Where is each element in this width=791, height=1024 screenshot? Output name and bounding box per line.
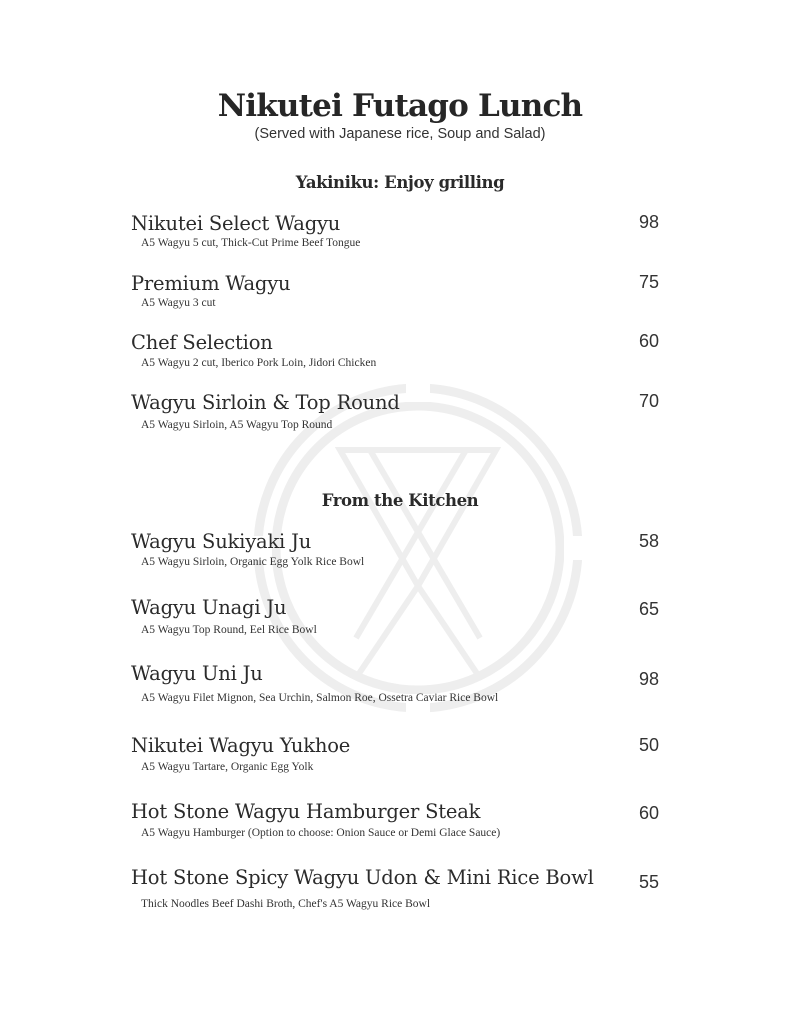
item-description: A5 Wagyu Top Round, Eel Rice Bowl [141, 624, 317, 636]
item-price: 75 [639, 272, 660, 292]
item-name: Wagyu Sirloin & Top Round [131, 391, 400, 414]
section-heading-kitchen: From the Kitchen [321, 491, 479, 510]
menu-subtitle: (Served with Japanese rice, Soup and Salad) [254, 126, 546, 142]
item-price: 60 [639, 331, 660, 351]
item-description: A5 Wagyu Hamburger (Option to choose: Onion Sauce or Demi Glace Sauce) [141, 827, 501, 839]
item-name: Chef Selection [131, 331, 273, 354]
item-description: A5 Wagyu 2 cut, Iberico Pork Loin, Jidori Chicken [141, 357, 377, 369]
item-name: Wagyu Sukiyaki Ju [131, 530, 312, 553]
item-name: Wagyu Unagi Ju [131, 596, 287, 619]
item-price: 60 [639, 803, 660, 823]
item-description: A5 Wagyu 5 cut, Thick-Cut Prime Beef Tongue [141, 237, 361, 249]
item-price: 98 [639, 212, 660, 232]
item-description: A5 Wagyu Sirloin, A5 Wagyu Top Round [141, 419, 333, 431]
item-description: A5 Wagyu 3 cut [141, 297, 216, 309]
item-description: Thick Noodles Beef Dashi Broth, Chef's A5 Wagyu Rice Bowl [141, 898, 431, 910]
item-name: Hot Stone Spicy Wagyu Udon & Mini Rice Bowl [131, 866, 594, 889]
menu-title: Nikutei Futago Lunch [217, 88, 583, 124]
item-price: 55 [639, 872, 660, 892]
item-name: Premium Wagyu [131, 272, 291, 295]
item-price: 70 [639, 391, 660, 411]
item-price: 98 [639, 669, 660, 689]
item-description: A5 Wagyu Sirloin, Organic Egg Yolk Rice Bowl [141, 556, 365, 568]
item-name: Hot Stone Wagyu Hamburger Steak [131, 800, 481, 823]
item-price: 50 [639, 735, 660, 755]
section-heading-yakiniku: Yakiniku: Enjoy grilling [295, 173, 505, 192]
item-name: Wagyu Uni Ju [131, 662, 263, 685]
item-description: A5 Wagyu Tartare, Organic Egg Yolk [141, 761, 314, 773]
item-description: A5 Wagyu Filet Mignon, Sea Urchin, Salmon Roe, Ossetra Caviar Rice Bowl [141, 692, 499, 704]
item-name: Nikutei Select Wagyu [131, 212, 341, 235]
item-price: 65 [639, 599, 660, 619]
item-name: Nikutei Wagyu Yukhoe [131, 734, 351, 757]
item-price: 58 [639, 531, 660, 551]
